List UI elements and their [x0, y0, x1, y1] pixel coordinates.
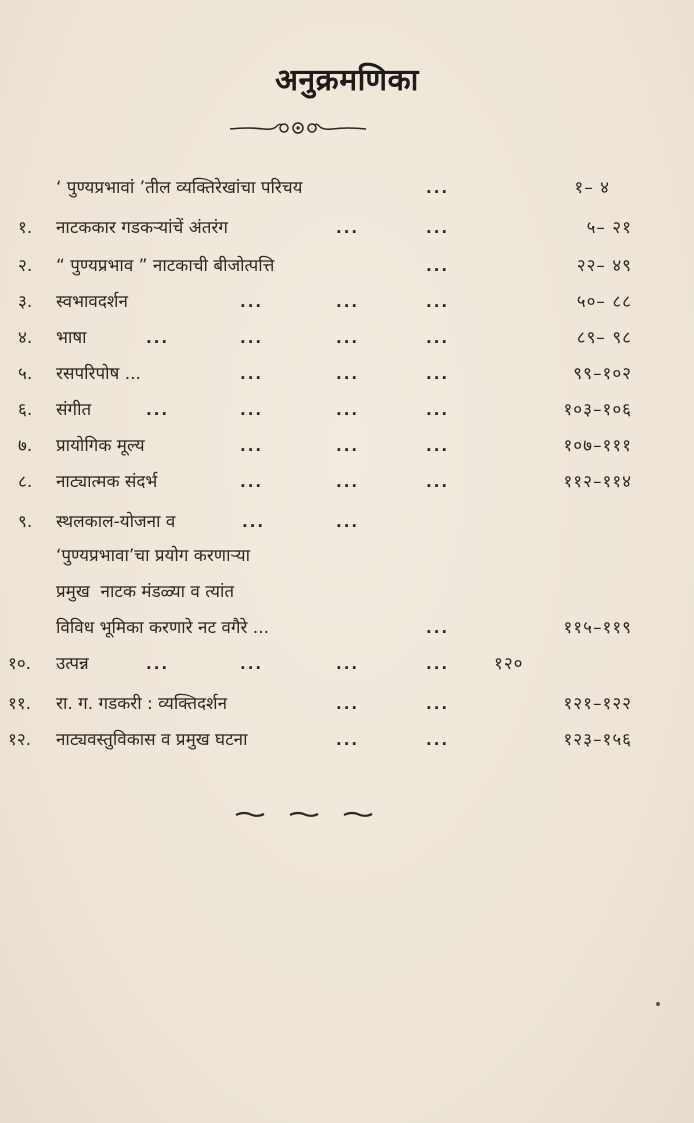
- leader-dots: ...: [240, 655, 264, 673]
- leader-dots: ...: [426, 219, 450, 237]
- toc-pages: ५– २१: [586, 218, 632, 238]
- leader-dots: ...: [426, 329, 450, 347]
- leader-dots: ...: [426, 473, 450, 491]
- toc-pages: २२– ४९: [576, 256, 632, 276]
- leader-dots: ...: [240, 401, 264, 419]
- toc-row: [0, 540, 694, 572]
- toc-number: ५.: [18, 364, 33, 384]
- toc-number: १२.: [8, 730, 32, 750]
- toc-pages: १२०: [494, 654, 524, 674]
- toc-pages: १२३–१५६: [563, 730, 632, 750]
- leader-dots: ...: [426, 437, 450, 455]
- toc-row: [0, 688, 694, 720]
- toc-label: भाषा: [56, 328, 87, 348]
- leader-dots: ...: [146, 329, 170, 347]
- toc-number: ९.: [18, 512, 33, 532]
- toc-number: ६.: [18, 400, 33, 420]
- toc-row: [0, 322, 694, 354]
- toc-row: [0, 358, 694, 390]
- toc-pages: १०७–१११: [563, 436, 632, 456]
- toc-row: [0, 576, 694, 608]
- toc-label: नाट्यात्मक संदर्भ: [56, 472, 158, 492]
- leader-dots: ...: [240, 329, 264, 347]
- toc-row: [0, 394, 694, 426]
- leader-dots: ...: [426, 695, 450, 713]
- leader-dots: ...: [336, 219, 360, 237]
- toc-pages: ११५–११९: [563, 618, 632, 638]
- leader-dots: ...: [240, 365, 264, 383]
- leader-dots: ...: [240, 293, 264, 311]
- toc-label: रसपरिपोष ...: [56, 364, 141, 384]
- toc-pages: १२१–१२२: [563, 694, 632, 714]
- paper-speck: [656, 1002, 660, 1006]
- toc-row: [0, 250, 694, 282]
- leader-dots: ...: [336, 473, 360, 491]
- toc-label: स्थलकाल-योजना व: [56, 512, 176, 532]
- toc-number: २.: [18, 256, 33, 276]
- toc-number: ४.: [18, 328, 33, 348]
- toc-row: [0, 724, 694, 756]
- toc-row: [0, 286, 694, 318]
- leader-dots: ...: [146, 401, 170, 419]
- toc-pages: १०३–१०६: [563, 400, 632, 420]
- leader-dots: ...: [336, 365, 360, 383]
- leader-dots: ...: [336, 293, 360, 311]
- toc-row: [0, 612, 694, 644]
- toc-number: १०.: [8, 654, 32, 674]
- toc-label: संगीत: [56, 400, 92, 420]
- toc-pages: ११२–११४: [563, 472, 632, 492]
- toc-label: उत्पन्न: [56, 654, 89, 674]
- toc-row: [0, 172, 694, 204]
- leader-dots: ...: [240, 437, 264, 455]
- swirl-ornament-icon: [228, 118, 368, 138]
- toc-row: [0, 466, 694, 498]
- toc-pages: ५०– ८८: [576, 292, 632, 312]
- toc-label: प्रायोगिक मूल्य: [56, 436, 145, 456]
- toc-row: [0, 212, 694, 244]
- leader-dots: ...: [336, 437, 360, 455]
- leader-dots: ...: [336, 695, 360, 713]
- leader-dots: ...: [426, 179, 450, 197]
- toc-pages: १– ४: [574, 178, 610, 198]
- toc-label: स्वभावदर्शन: [56, 292, 128, 312]
- toc-number: ७.: [18, 436, 33, 456]
- toc-label: नाटककार गडकऱ्यांचें अंतरंग: [56, 218, 228, 238]
- leader-dots: ...: [336, 401, 360, 419]
- toc-number: ११.: [8, 694, 32, 714]
- toc-number: ३.: [18, 292, 33, 312]
- leader-dots: ...: [426, 655, 450, 673]
- leader-dots: ...: [242, 513, 266, 531]
- toc-number: ८.: [18, 472, 33, 492]
- leader-dots: ...: [240, 473, 264, 491]
- leader-dots: ...: [336, 731, 360, 749]
- toc-label: रा. ग. गडकरी : व्यक्तिदर्शन: [56, 694, 228, 714]
- toc-label: नाट्यवस्तुविकास व प्रमुख घटना: [56, 730, 248, 750]
- leader-dots: ...: [146, 655, 170, 673]
- toc-number: १.: [18, 218, 33, 238]
- leader-dots: ...: [336, 655, 360, 673]
- leader-dots: ...: [336, 513, 360, 531]
- page-title: अनुक्रमणिका: [275, 63, 419, 98]
- leader-dots: ...: [336, 329, 360, 347]
- toc-label: ‘ पुण्यप्रभावां ’तील व्यक्तिरेखांचा परिचय: [56, 178, 303, 198]
- toc-pages: ८९– ९८: [576, 328, 632, 348]
- toc-label: ‘पुण्यप्रभावा’चा प्रयोग करणाऱ्या: [56, 546, 251, 566]
- leader-dots: ...: [426, 401, 450, 419]
- dash-ornament-icon: [232, 806, 374, 822]
- leader-dots: ...: [426, 365, 450, 383]
- leader-dots: ...: [426, 731, 450, 749]
- leader-dots: ...: [426, 619, 450, 637]
- toc-pages: ९९–१०२: [573, 364, 632, 384]
- leader-dots: ...: [426, 293, 450, 311]
- toc-row: [0, 648, 694, 680]
- toc-label: प्रमुख नाटक मंडळ्या व त्यांत: [56, 582, 235, 602]
- leader-dots: ...: [426, 257, 450, 275]
- toc-label: विविध भूमिका करणारे नट वगैरे ...: [56, 618, 270, 638]
- toc-label: “ पुण्यप्रभाव ” नाटकाची बीजोत्पत्ति: [56, 256, 275, 276]
- toc-row: [0, 430, 694, 462]
- toc-row: [0, 506, 694, 538]
